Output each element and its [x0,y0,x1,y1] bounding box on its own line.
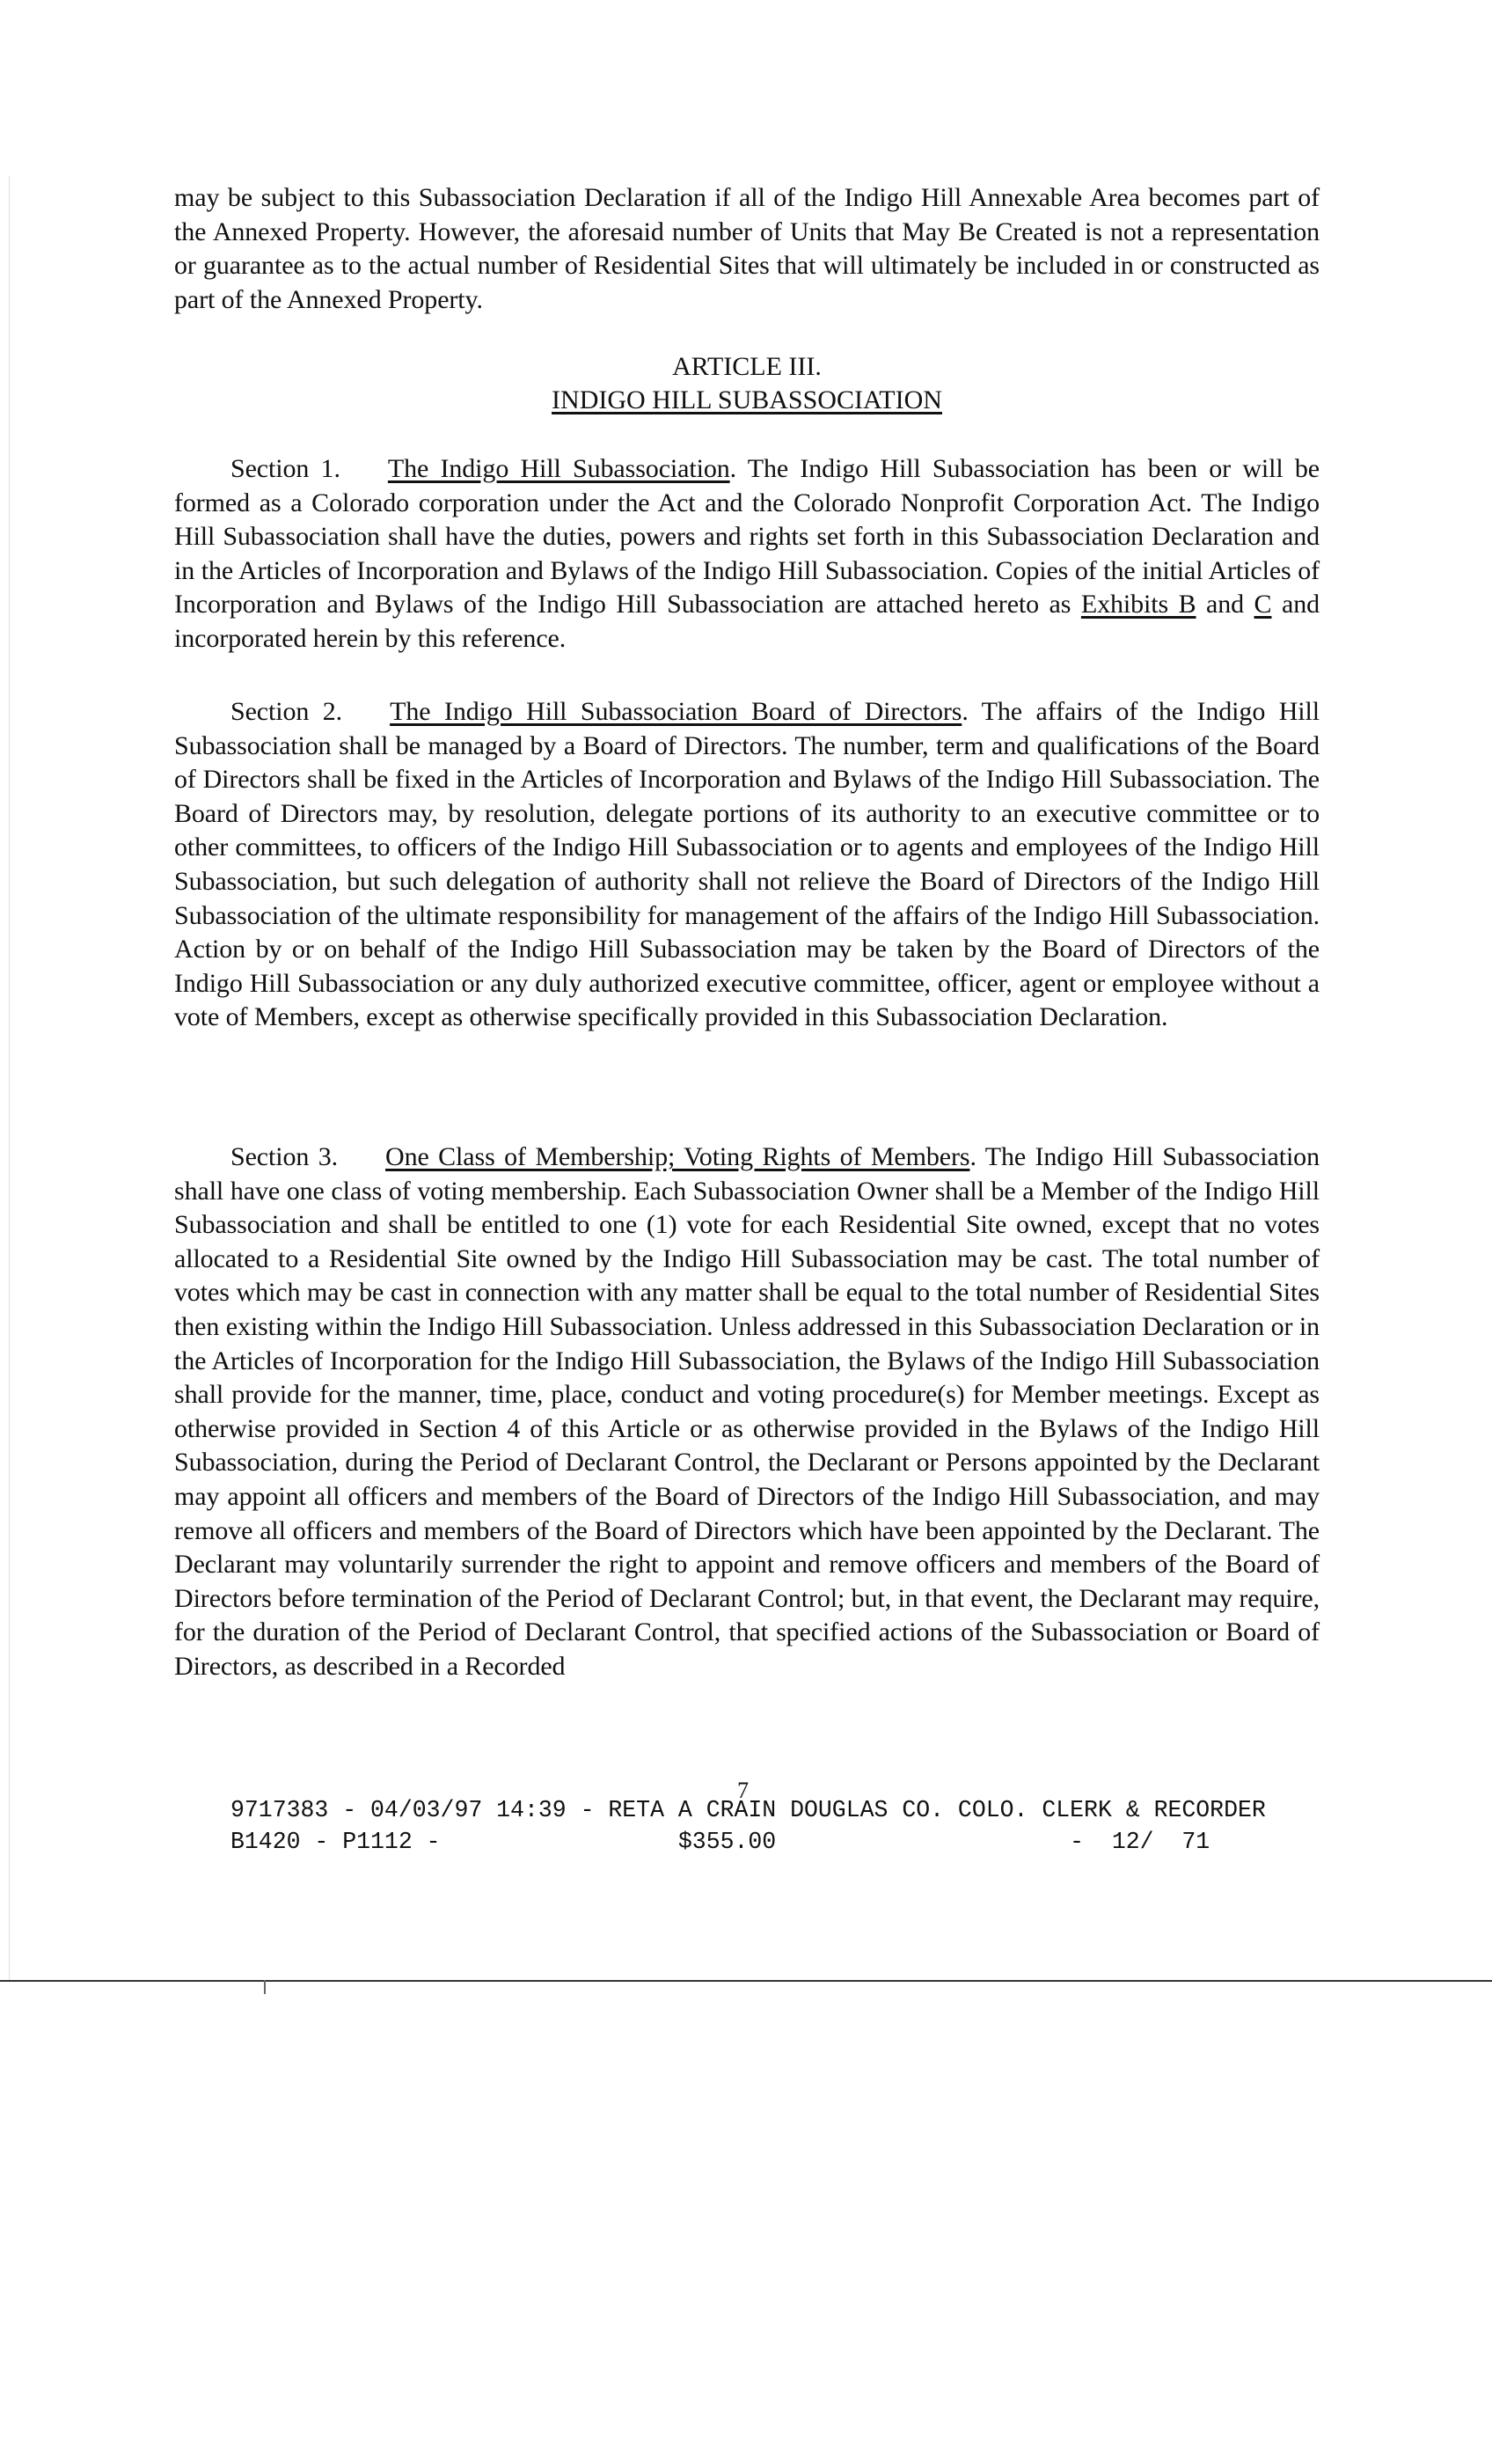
section-1-body-after: and incorporated herein by this reference. [174,590,1320,653]
article-number: ARTICLE III. [672,352,822,381]
section-2-heading: The Indigo Hill Subassociation Board of Directors [390,697,962,726]
article-title: INDIGO HILL SUBASSOCIATION [552,385,942,414]
section-2-paragraph [174,695,1320,1035]
section-1-label: Section 1. [230,454,340,483]
section-1-paragraph [174,452,1320,656]
section-2-label: Section 2. [230,697,343,726]
scan-divider-line [0,1980,1492,1982]
section-1-body-before: . The Indigo Hill Subassociation has been or will be formed as a Colorado corporation under the Act and the Colorado Nonprofit Corporation Act. The Indigo Hill Subassociation shall have the duties, powers and rights set forth in this Subassociation Declaration and in the Articles of Incorporation and Bylaws of the Indigo Hill Subassociation. Copies of the initial Articles of Incorporation and Bylaws of the Indigo Hill Subassociation are attached hereto as [174,454,1320,620]
opening-paragraph: may be subject to this Subassociation Declaration if all of the Indigo Hill Annexable Area becomes part of the Annexed Property. However, the aforesaid number of Units that May Be Created is not a representation or guarantee as to the actual number of Residential Sites that will ultimately be included in or constructed as part of the Annexed Property. [174,183,1320,314]
section-3-body: . The Indigo Hill Subassociation shall have one class of voting membership. Each Subassociation Owner shall be a Member of the Indigo Hill Subassociation and shall be entitled to one (1) vote for each Residential Site owned, except that no votes allocated to a Residential Site owned by the Indigo Hill Subassociation may be cast. The total number of votes which may be cast in connection with any matter shall be equal to the total number of Residential Sites then existing within the Indigo Hill Subassociation. Unless addressed in this Subassociation Declaration or in the Articles of Incorporation for the Indigo Hill Subassociation, the Bylaws of the Indigo Hill Subassociation shall provide for the manner, time, place, conduct and voting procedure(s) for Member meetings. Except as otherwise provided in Section 4 of this Article or as otherwise provided in the Bylaws of the Indigo Hill Subassociation, during the Period of Declarant Control, the Declarant or Persons appointed by the Declarant may appoint all officers and members of the Board of Directors of the Indigo Hill Subassociation, and may remove all officers and members of the Board of Directors which have been appointed by the Declarant. The Declarant may voluntarily surrender the right to appoint and remove officers and members of the Board of Directors before termination of the Period of Declarant Control; but, in that event, the Declarant may require, for the duration of the Period of Declarant Control, that specified actions of the Subassociation or Board of Directors, as described in a Recorded [174,1142,1320,1681]
section-1-heading: The Indigo Hill Subassociation [387,454,730,483]
recording-stamp-line-2: B1420 - P1112 - $355.00 - 12/ 71 [230,1829,1210,1855]
scan-edge-mark [9,176,10,1980]
section-3-heading: One Class of Membership; Voting Rights of Members [385,1142,970,1171]
section-2-body: . The affairs of the Indigo Hill Subassociation shall be managed by a Board of Directors. The number, term and qualifications of the Board of Directors shall be fixed in the Articles of Incorporation and Bylaws of the Indigo Hill Subassociation. The Board of Directors may, by resolution, delegate portions of its authority to an executive committee or to other committees, to officers of the Indigo Hill Subassociation or to agents and employees of the Indigo Hill Subassociation, but such delegation of authority shall not relieve the Board of Directors of the Indigo Hill Subassociation of the ultimate responsibility for management of the affairs of the Indigo Hill Subassociation. Action by or on behalf of the Indigo Hill Subassociation may be taken by the Board of Directors of the Indigo Hill Subassociation or any duly authorized executive committee, officer, agent or employee without a vote of Members, except as otherwise specifically provided in this Subassociation Declaration. [174,697,1320,1032]
recording-stamp-line-1: 9717383 - 04/03/97 14:39 - RETA A CRAIN DOUGLAS CO. COLO. CLERK & RECORDER [230,1797,1266,1823]
scan-tick-mark [264,1980,266,1994]
section-3-paragraph [174,1140,1320,1684]
section-3-label: Section 3. [230,1142,339,1171]
page-number: 7 [737,1778,749,1803]
exhibit-c-reference: C [1254,590,1272,620]
exhibits-b-reference: Exhibits B [1080,590,1196,620]
section-1-connector: and [1196,590,1254,620]
